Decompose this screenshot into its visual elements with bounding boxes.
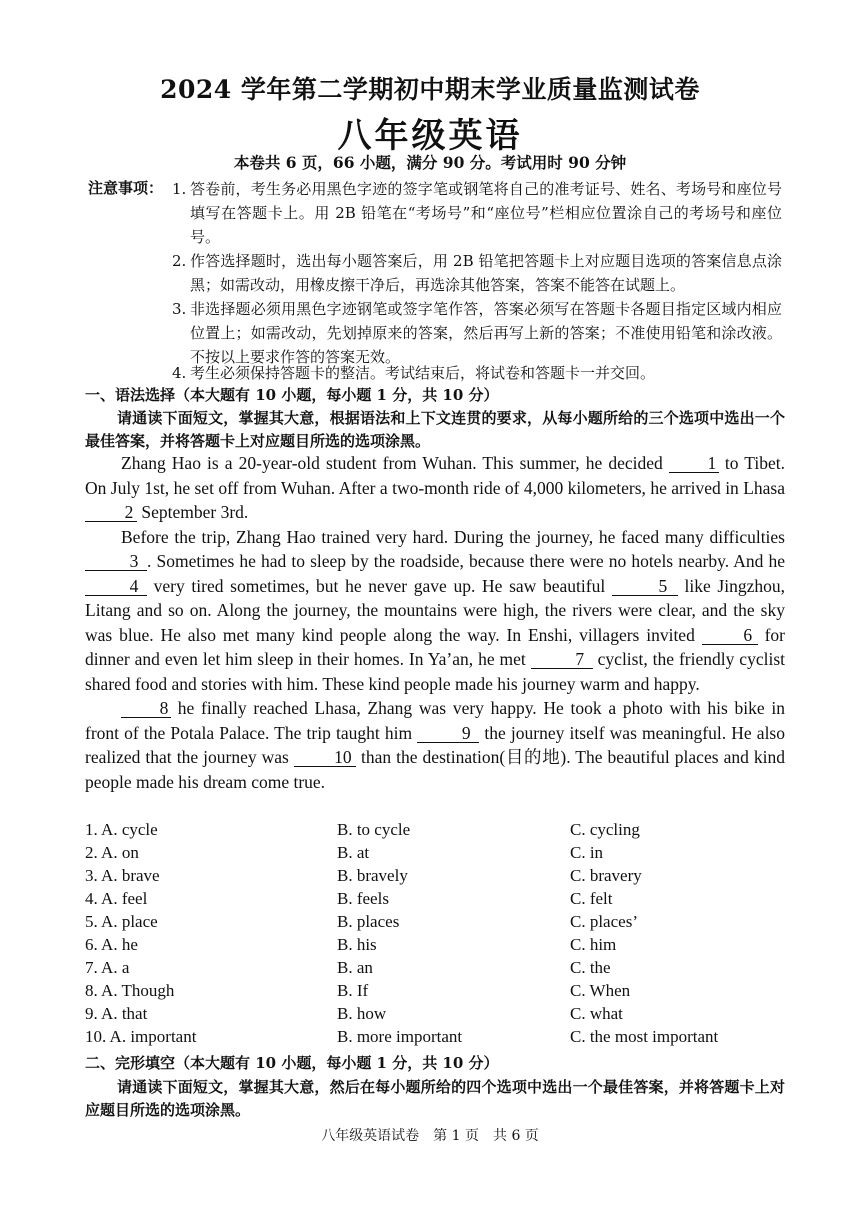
notice-item xyxy=(172,361,782,385)
option-a: 7. A. a xyxy=(85,958,130,977)
option-row xyxy=(85,820,805,843)
blank-10: 10 xyxy=(294,748,356,767)
passage-text: the journey itself was meaningful. He also realized that the journey was xyxy=(85,722,785,767)
option-b: B. to cycle xyxy=(337,820,411,839)
option-row xyxy=(85,912,805,935)
section-heading-grammar: 一、语法选择（本大题有 10 小题，每小题 1 分，共 10 分） xyxy=(85,386,499,404)
option-b: B. bravely xyxy=(337,866,408,885)
blank-5: 5 xyxy=(612,577,678,596)
passage-text: Before the trip, Zhang Hao trained very hard. During the journey, he faced many difficulties xyxy=(121,526,785,547)
option-c: C. in xyxy=(570,843,604,862)
blank-6: 6 xyxy=(702,626,758,645)
option-a: 6. A. he xyxy=(85,935,138,954)
option-b: B. more important xyxy=(337,1027,463,1046)
option-c: C. When xyxy=(570,981,631,1000)
passage-text: September 3rd. xyxy=(137,502,249,522)
option-c: C. felt xyxy=(570,889,613,908)
option-a: 4. A. feel xyxy=(85,889,148,908)
option-c: C. the xyxy=(570,958,611,977)
blank-4: 4 xyxy=(85,577,147,596)
option-b: B. at xyxy=(337,843,370,862)
option-row xyxy=(85,981,805,1004)
option-row xyxy=(85,958,805,981)
blank-9: 9 xyxy=(417,724,479,743)
notice-number: 4. xyxy=(172,364,187,382)
option-a: 9. A. that xyxy=(85,1004,148,1023)
option-a: 2. A. on xyxy=(85,843,139,862)
blank-8: 8 xyxy=(121,699,171,718)
passage-text: to Tibet. On July 1st, he set off from Wuhan. After a two-month ride of 4,000 kilometers, he arrived in Lhasa xyxy=(85,453,785,498)
option-row xyxy=(85,1004,805,1027)
option-b: B. If xyxy=(337,981,369,1000)
exam-info: 本卷共 6 页，66 小题，满分 90 分。考试用时 90 分钟 xyxy=(233,153,627,172)
option-b: B. how xyxy=(337,1004,387,1023)
blank-7: 7 xyxy=(531,650,593,669)
passage-text: for dinner and even let him sleep in their homes. In Ya’an, he met xyxy=(85,624,786,669)
passage-text: cyclist, the friendly cyclist shared food and stories with him. These kind people made his journey warm and happy. xyxy=(85,649,785,694)
option-a: 3. A. brave xyxy=(85,866,160,885)
passage-text: . Sometimes he had to sleep by the roadside, because there were no hotels nearby. And he xyxy=(147,551,785,571)
notice-text: 考生必须保持答题卡的整洁。考试结束后，将试卷和答题卡一并交回。 xyxy=(190,364,656,382)
option-b: B. his xyxy=(337,935,377,954)
notice-number: 1. xyxy=(172,180,187,198)
exam-title: 2024 学年第二学期初中期末学业质量监测试卷 xyxy=(160,75,700,104)
option-a: 1. A. cycle xyxy=(85,820,158,839)
option-row xyxy=(85,935,805,958)
blank-1: 1 xyxy=(669,454,719,473)
reading-passage xyxy=(85,451,785,794)
answer-options xyxy=(85,820,805,1050)
option-a: 8. A. Though xyxy=(85,981,175,1000)
option-row xyxy=(85,843,805,866)
passage-paragraph xyxy=(85,525,785,697)
notice-text: 作答选择题时，选出每小题答案后，用 2B 铅笔把答题卡上对应题目选项的答案信息点涂黑；如需改动，用橡皮擦干净后，再选涂其他答案，答案不能答在试题上。 xyxy=(190,252,782,294)
section-instruction: 请通读下面短文，掌握其大意，根据语法和上下文连贯的要求，从每小题所给的三个选项中选出一个最佳答案，并将答题卡上对应题目所选的选项涂黑。 xyxy=(85,409,785,450)
notice-item xyxy=(172,297,782,369)
option-c: C. bravery xyxy=(570,866,642,885)
option-c: C. what xyxy=(570,1004,623,1023)
option-b: B. feels xyxy=(337,889,389,908)
option-c: C. places’ xyxy=(570,912,638,931)
page-footer: 八年级英语试卷 第 1 页 共 6 页 xyxy=(321,1128,539,1144)
passage-text: he finally reached Lhasa, Zhang was very happy. He took a photo with his bike in front of the Potala Palace. The trip taught him xyxy=(85,698,785,743)
option-b: B. places xyxy=(337,912,400,931)
notice-text: 答卷前，考生务必用黑色字迹的签字笔或钢笔将自己的准考证号、姓名、考场号和座位号填写在答题卡上。用 2B 铅笔在“考场号”和“座位号”栏相应位置涂自己的考场号和座位号。 xyxy=(190,180,782,246)
section-heading-cloze: 二、完形填空（本大题有 10 小题，每小题 1 分，共 10 分） xyxy=(85,1054,499,1072)
notice-item xyxy=(172,249,782,297)
notice-item xyxy=(172,177,782,249)
notice-text: 非选择题必须用黑色字迹钢笔或签字笔作答，答案必须写在答题卡各题目指定区域内相应位置上；如需改动，先划掉原来的答案，然后再写上新的答案；不准使用铅笔和涂改液。不按以上要求作答的答案无效。 xyxy=(190,300,782,366)
passage-text: Zhang Hao is a 20-year-old student from Wuhan. This summer, he decided xyxy=(121,453,669,473)
passage-paragraph xyxy=(85,696,785,794)
option-c: C. the most important xyxy=(570,1027,719,1046)
blank-3: 3 xyxy=(85,552,147,571)
option-row xyxy=(85,1027,805,1050)
notice-number: 3. xyxy=(172,300,187,318)
passage-paragraph xyxy=(85,451,785,525)
passage-text: like Jingzhou, Litang and so on. Along the journey, the mountains were high, the rivers were clear, and the sky was blue. He also met many kind people along the way. In Enshi, villagers invited xyxy=(85,575,785,645)
option-b: B. an xyxy=(337,958,373,977)
section-instruction: 请通读下面短文，掌握其大意，然后在每小题所给的四个选项中选出一个最佳答案，并将答题卡上对应题目所选的选项涂黑。 xyxy=(85,1078,785,1119)
option-a: 10. A. important xyxy=(85,1027,197,1046)
option-a: 5. A. place xyxy=(85,912,158,931)
blank-2: 2 xyxy=(85,503,137,522)
notice-number: 2. xyxy=(172,252,187,270)
option-row xyxy=(85,866,805,889)
passage-text: very tired sometimes, but he never gave up. He saw beautiful xyxy=(147,575,612,596)
subject-title: 八年级英语 xyxy=(337,116,523,156)
option-c: C. cycling xyxy=(570,820,640,839)
option-c: C. him xyxy=(570,935,617,954)
notice-label: 注意事项： xyxy=(88,179,164,197)
passage-text: than the destination(目的地). The beautiful places and kind people made his dream come true. xyxy=(85,747,785,792)
option-row xyxy=(85,889,805,912)
